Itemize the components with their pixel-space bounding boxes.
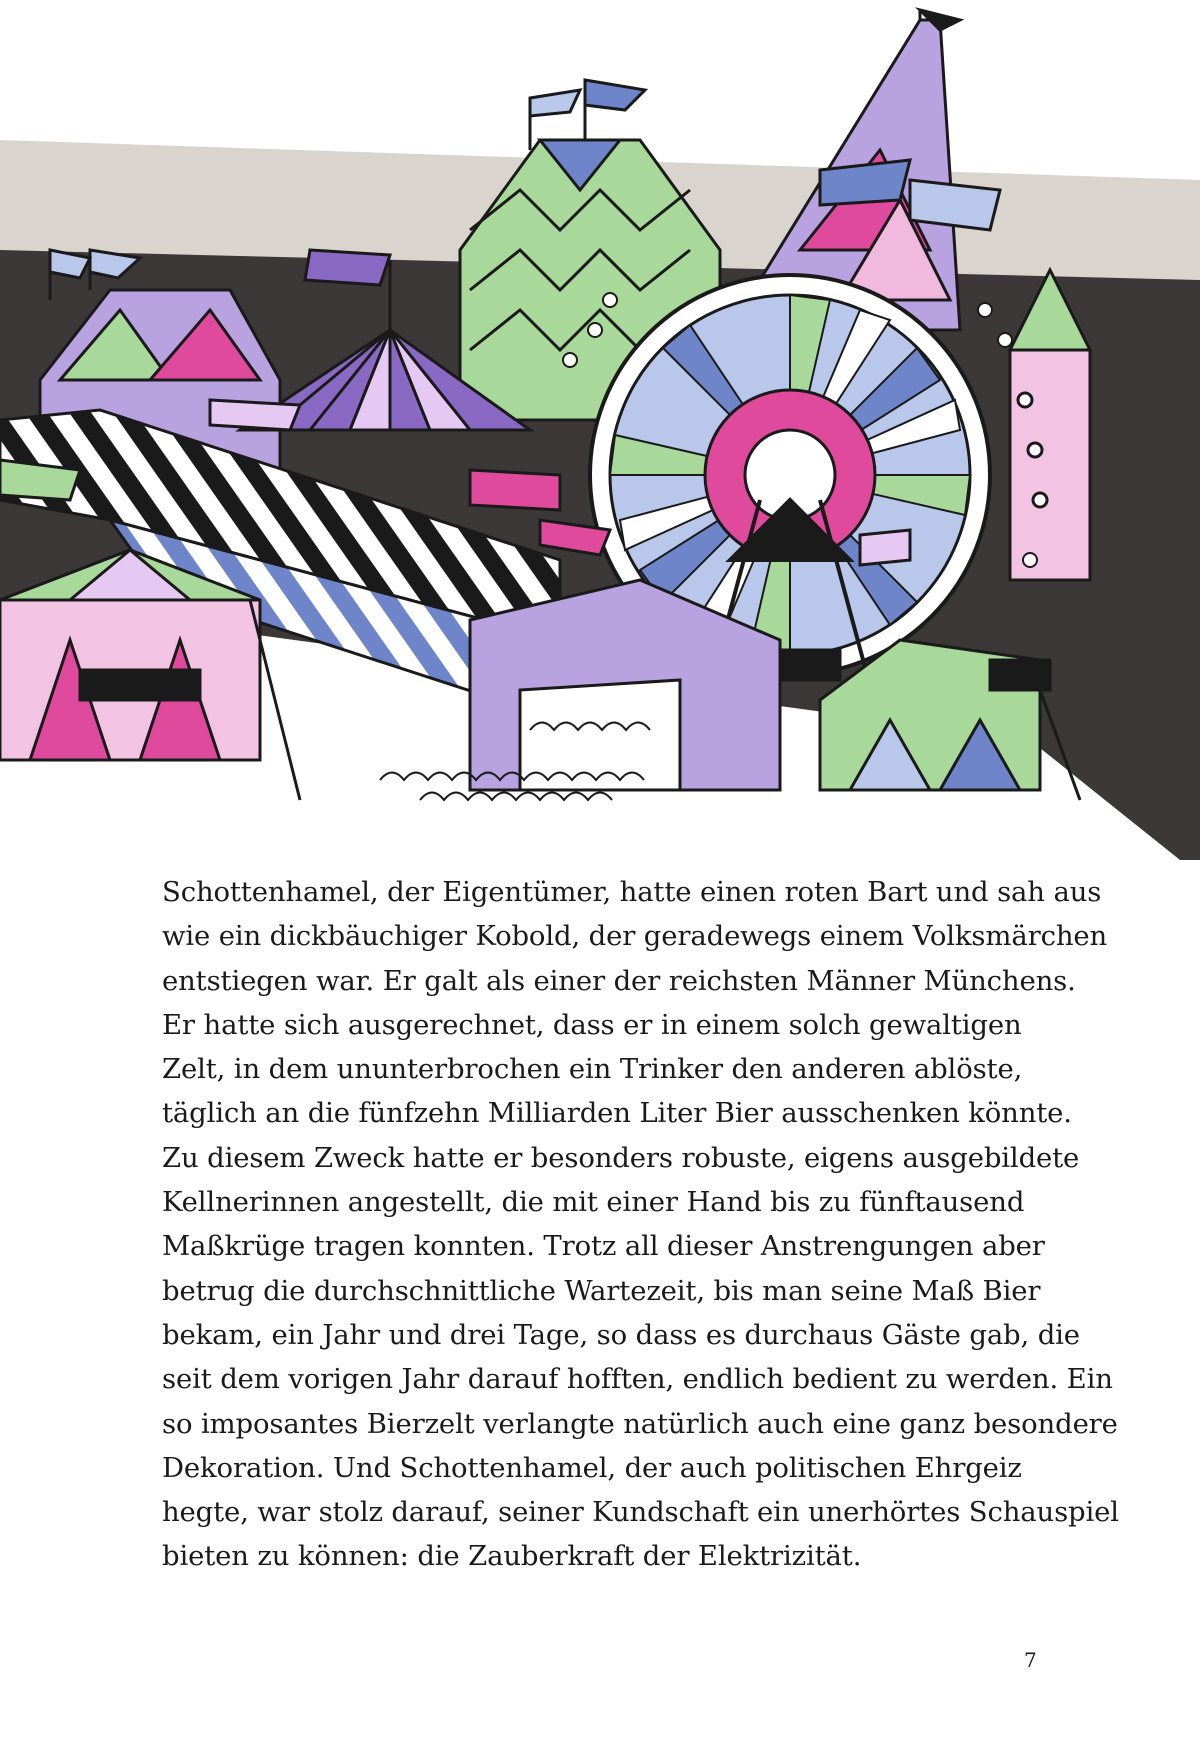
oktoberfest-illustration <box>0 0 1200 860</box>
story-text: Schottenhamel, der Eigentümer, hatte einen roten Bart und sah aus wie ein dickbäuchiger Kobold, der geradewegs einem Volksmärchen entstiegen war. Er galt als einer der reichsten Männer Münchens. Er hatte sich ausgerechnet, dass er in einem solch gewaltigen Zelt, in dem ununterbrochen ein Trinker den anderen ablöste, täglich an die fünfzehn Milliarden Liter Bier ausschenken könnte. Zu diesem Zweck hatte er besonders robuste, eigens ausgebildete Kellnerinnen angestellt, die mit einer Hand bis zu fünftausend Maßkrüge tragen konnten. Trotz all dieser Anstrengungen aber betrug die durchschnittliche Wartezeit, bis man seine Maß Bier bekam, ein Jahr und drei Tage, so dass es durchaus Gäste gab, die seit dem vorigen Jahr darauf hofften, endlich bedient zu werden. Ein so imposantes Bierzelt verlangte natürlich auch eine ganz besondere Dekoration. Und Schottenhamel, der auch politischen Ehrgeiz hegte, war stolz darauf, seiner Kundschaft ein unerhörtes Schauspiel bieten zu können: die Zauberkraft der Elektrizität. <box>162 876 1119 1573</box>
front-right-tent <box>780 640 1080 800</box>
fairground-drawing <box>0 0 1200 860</box>
page-number: 7 <box>1024 1648 1037 1672</box>
